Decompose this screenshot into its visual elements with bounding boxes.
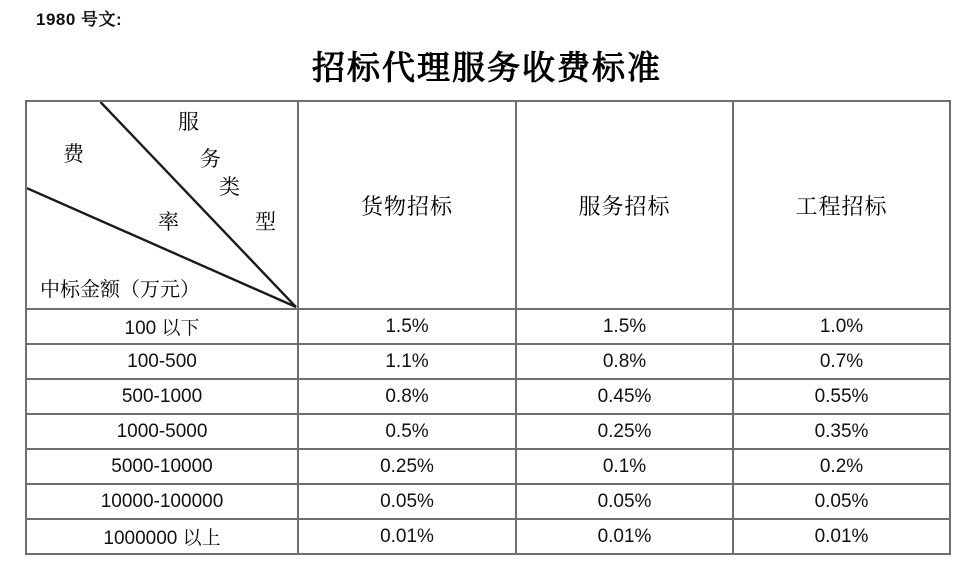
engineering-rate-cell: 0.2% bbox=[733, 449, 950, 484]
table-row bbox=[26, 379, 950, 414]
table-row bbox=[26, 449, 950, 484]
amount-range-cell: 10000-100000 bbox=[26, 484, 298, 519]
service-type-char-2: 务 bbox=[200, 147, 221, 171]
page-title: 招标代理服务收费标准 bbox=[312, 51, 662, 87]
column-header-goods: 货物招标 bbox=[298, 101, 516, 309]
fee-rate-char-1: 费 bbox=[63, 142, 84, 166]
engineering-rate-cell: 0.7% bbox=[733, 344, 950, 379]
column-header-engineering: 工程招标 bbox=[733, 101, 950, 309]
table-row bbox=[26, 519, 950, 554]
goods-rate-cell: 0.25% bbox=[298, 449, 516, 484]
engineering-rate-cell: 0.35% bbox=[733, 414, 950, 449]
header-row bbox=[26, 101, 950, 309]
amount-range-cell: 1000000 以上 bbox=[26, 519, 298, 554]
service-type-char-4: 型 bbox=[255, 210, 276, 234]
table-row bbox=[26, 344, 950, 379]
services-rate-cell: 0.1% bbox=[516, 449, 733, 484]
table-row bbox=[26, 484, 950, 519]
engineering-rate-cell: 0.05% bbox=[733, 484, 950, 519]
amount-axis-label: 中标金额（万元） bbox=[40, 279, 200, 301]
service-type-char-3: 类 bbox=[219, 175, 240, 199]
services-rate-cell: 1.5% bbox=[516, 309, 733, 344]
engineering-rate-cell: 1.0% bbox=[733, 309, 950, 344]
services-rate-cell: 0.25% bbox=[516, 414, 733, 449]
amount-range-cell: 5000-10000 bbox=[26, 449, 298, 484]
services-rate-cell: 0.01% bbox=[516, 519, 733, 554]
goods-rate-cell: 0.01% bbox=[298, 519, 516, 554]
corner-header-cell bbox=[26, 101, 298, 309]
engineering-rate-cell: 0.01% bbox=[733, 519, 950, 554]
engineering-rate-cell: 0.55% bbox=[733, 379, 950, 414]
goods-rate-cell: 0.5% bbox=[298, 414, 516, 449]
amount-range-cell: 100 以下 bbox=[26, 309, 298, 344]
services-rate-cell: 0.8% bbox=[516, 344, 733, 379]
goods-rate-cell: 1.1% bbox=[298, 344, 516, 379]
services-rate-cell: 0.45% bbox=[516, 379, 733, 414]
amount-range-cell: 1000-5000 bbox=[26, 414, 298, 449]
table-row bbox=[26, 309, 950, 344]
fee-rate-char-2: 率 bbox=[158, 210, 179, 234]
corner-cell-content bbox=[27, 102, 297, 308]
doc-number-label: 1980 号文: bbox=[36, 10, 123, 29]
amount-range-cell: 100-500 bbox=[26, 344, 298, 379]
goods-rate-cell: 0.05% bbox=[298, 484, 516, 519]
goods-rate-cell: 1.5% bbox=[298, 309, 516, 344]
services-rate-cell: 0.05% bbox=[516, 484, 733, 519]
goods-rate-cell: 0.8% bbox=[298, 379, 516, 414]
fee-standard-table bbox=[25, 100, 951, 555]
table-row bbox=[26, 414, 950, 449]
column-header-services: 服务招标 bbox=[516, 101, 733, 309]
service-type-char-1: 服 bbox=[178, 110, 199, 134]
amount-range-cell: 500-1000 bbox=[26, 379, 298, 414]
